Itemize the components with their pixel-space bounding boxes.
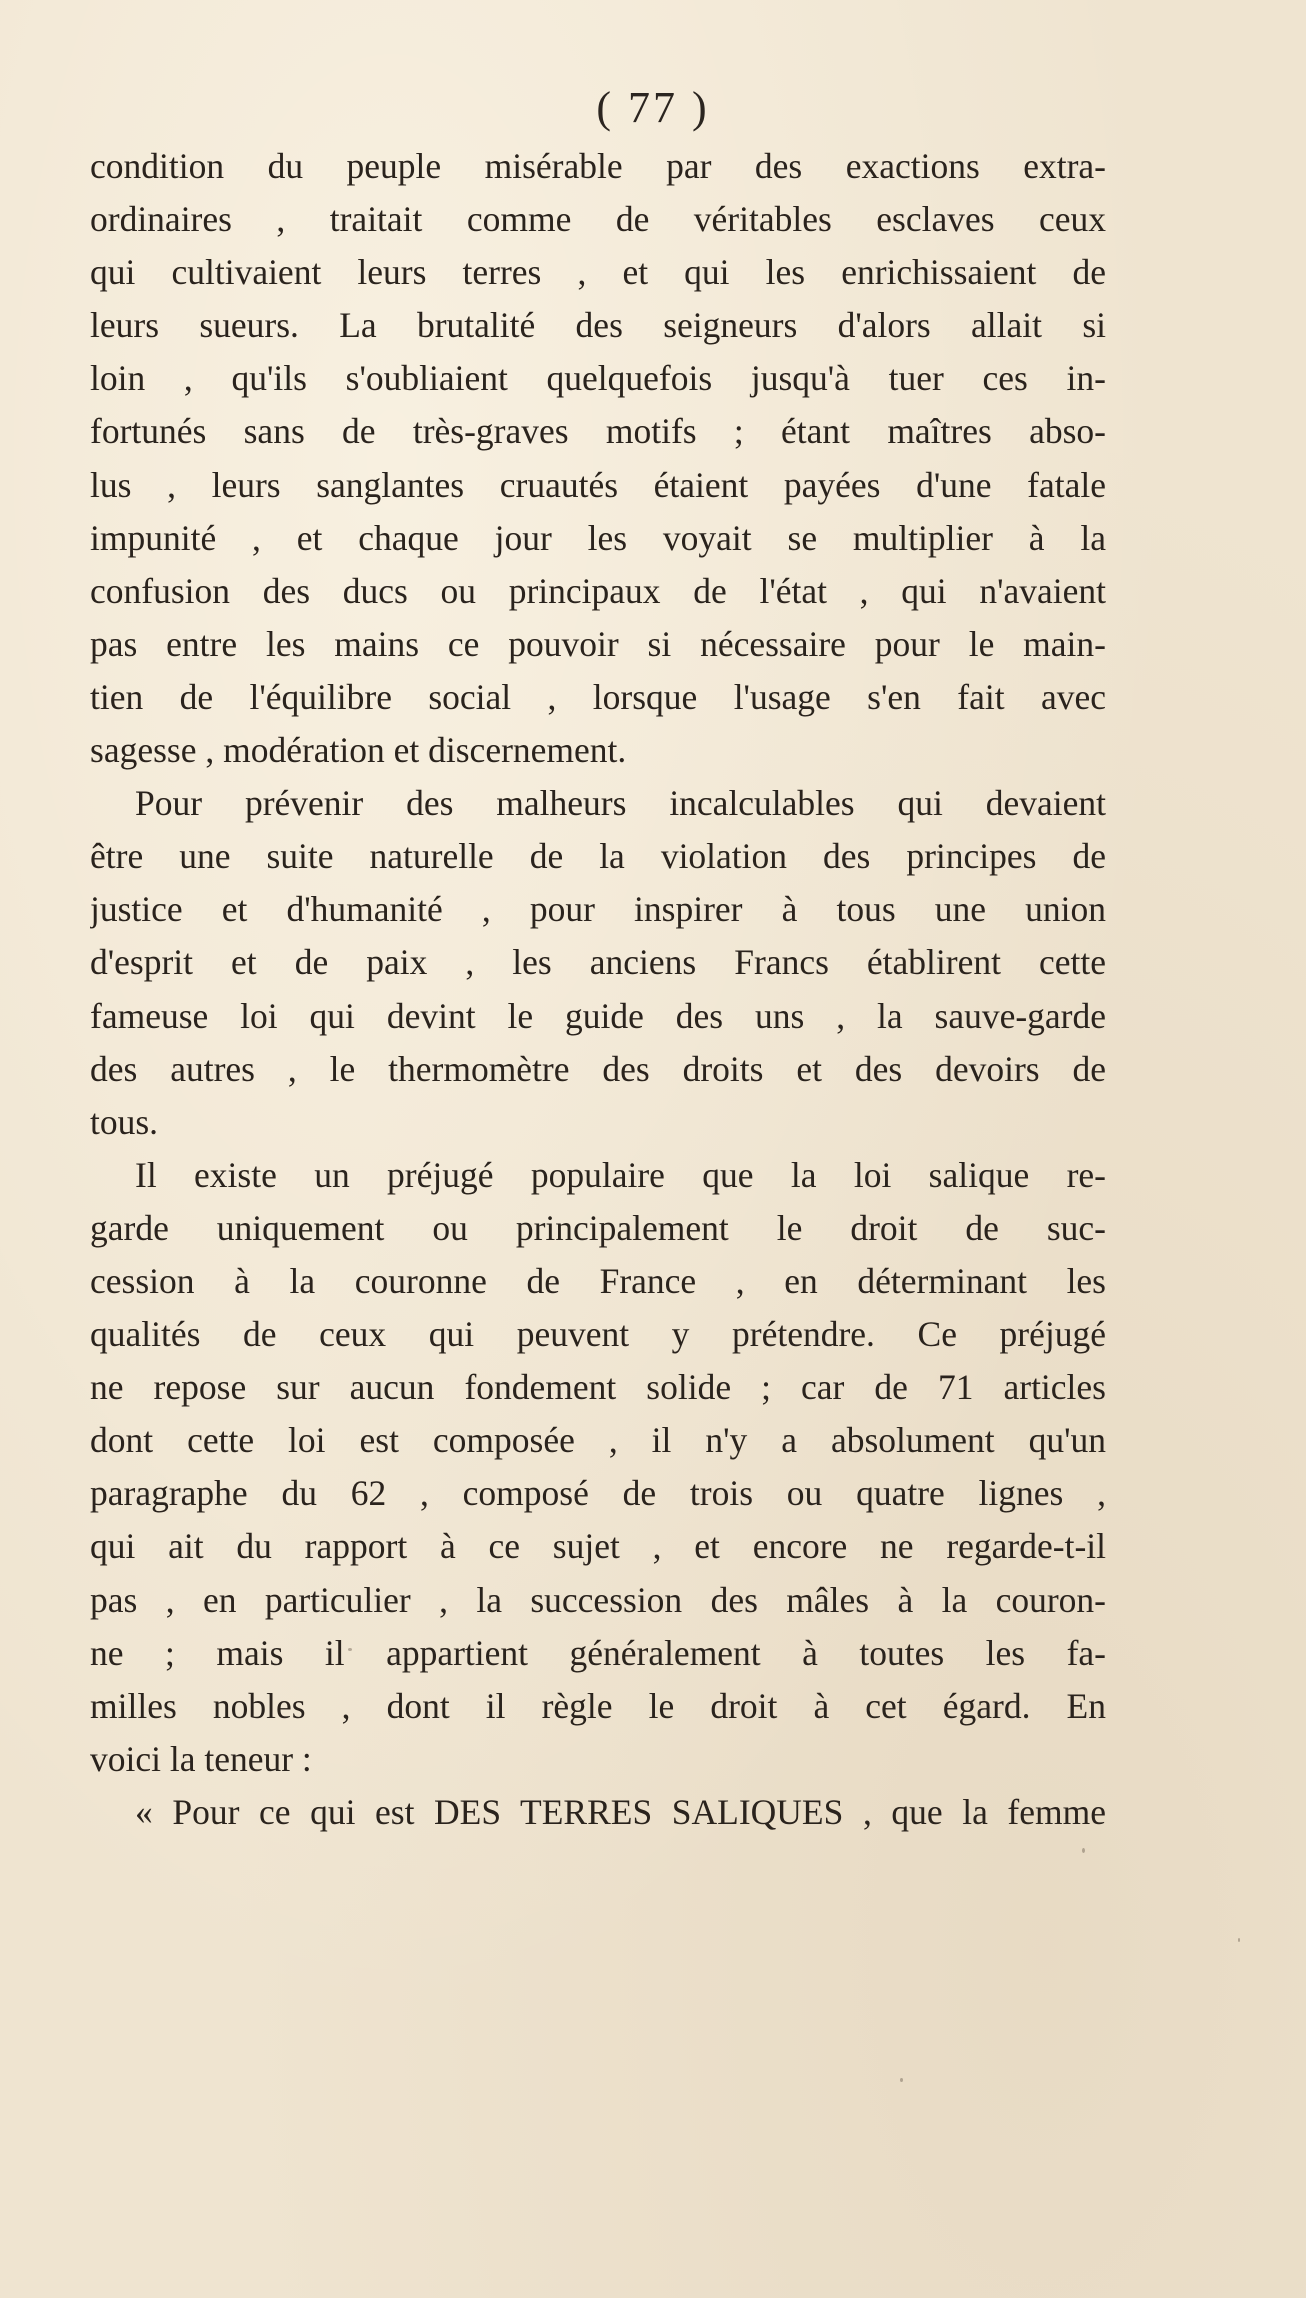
text-line: être une suite naturelle de la violation des principes de <box>90 836 1106 877</box>
text-line: des autres , le thermomètre des droits et des devoirs de <box>90 1048 1106 1089</box>
text-line: loin , qu'ils s'oubliaient quelquefois jusqu'à tuer ces in- <box>90 358 1106 399</box>
page-number: ( 77 ) <box>596 83 710 132</box>
text-line: voici la teneur : <box>90 1738 312 1779</box>
text-line: fortunés sans de très-graves motifs ; étant maîtres abso- <box>90 411 1106 452</box>
text-line: qui ait du rapport à ce sujet , et encore ne regarde-t-il <box>90 1526 1106 1567</box>
text-line: dont cette loi est composée , il n'y a absolument qu'un <box>90 1420 1106 1461</box>
text-line: ordinaires , traitait comme de véritables esclaves ceux <box>90 199 1106 240</box>
text-line: impunité , et chaque jour les voyait se multiplier à la <box>90 517 1106 558</box>
paper-speck <box>1238 1938 1240 1942</box>
text-line: garde uniquement ou principalement le droit de suc- <box>90 1207 1106 1248</box>
text-line: Pour prévenir des malheurs incalculables qui devaient <box>135 783 1106 824</box>
text-line: milles nobles , dont il règle le droit à cet égard. En <box>90 1685 1106 1726</box>
paper-speck <box>900 2078 903 2082</box>
text-line: tous. <box>90 1101 159 1142</box>
text-line: pas , en particulier , la succession des mâles à la couron- <box>90 1579 1106 1620</box>
text-line: paragraphe du 62 , composé de trois ou quatre lignes , <box>90 1473 1106 1514</box>
text-line: condition du peuple misérable par des exactions extra- <box>90 146 1106 186</box>
body-text <box>90 140 1106 1839</box>
text-line: fameuse loi qui devint le guide des uns , la sauve-garde <box>90 995 1106 1036</box>
text-line: d'esprit et de paix , les anciens Francs établirent cette <box>90 942 1106 983</box>
text-line: justice et d'humanité , pour inspirer à tous une union <box>90 889 1106 930</box>
text-line: pas entre les mains ce pouvoir si nécessaire pour le main- <box>90 623 1106 664</box>
text-line: « Pour ce qui est DES TERRES SALIQUES , que la femme <box>135 1791 1106 1832</box>
text-line: Il existe un préjugé populaire que la loi salique re- <box>135 1154 1106 1195</box>
text-line: ne repose sur aucun fondement solide ; car de 71 articles <box>90 1367 1106 1408</box>
text-line: sagesse , modération et discernement. <box>90 730 627 771</box>
text-line: ne ; mais il appartient généralement à toutes les fa- <box>90 1632 1106 1673</box>
text-line: tien de l'équilibre social , lorsque l'usage s'en fait avec <box>90 676 1106 717</box>
paper-speck <box>348 1648 352 1651</box>
text-line: leurs sueurs. La brutalité des seigneurs d'alors allait si <box>90 305 1106 346</box>
paper-speck <box>1082 1848 1085 1853</box>
text-line: qui cultivaient leurs terres , et qui les enrichissaient de <box>90 252 1106 293</box>
text-line: lus , leurs sanglantes cruautés étaient payées d'une fatale <box>90 464 1106 505</box>
text-line: confusion des ducs ou principaux de l'état , qui n'avaient <box>90 570 1106 611</box>
text-line: qualités de ceux qui peuvent y prétendre. Ce préjugé <box>90 1314 1106 1355</box>
text-line: cession à la couronne de France , en déterminant les <box>90 1260 1106 1301</box>
